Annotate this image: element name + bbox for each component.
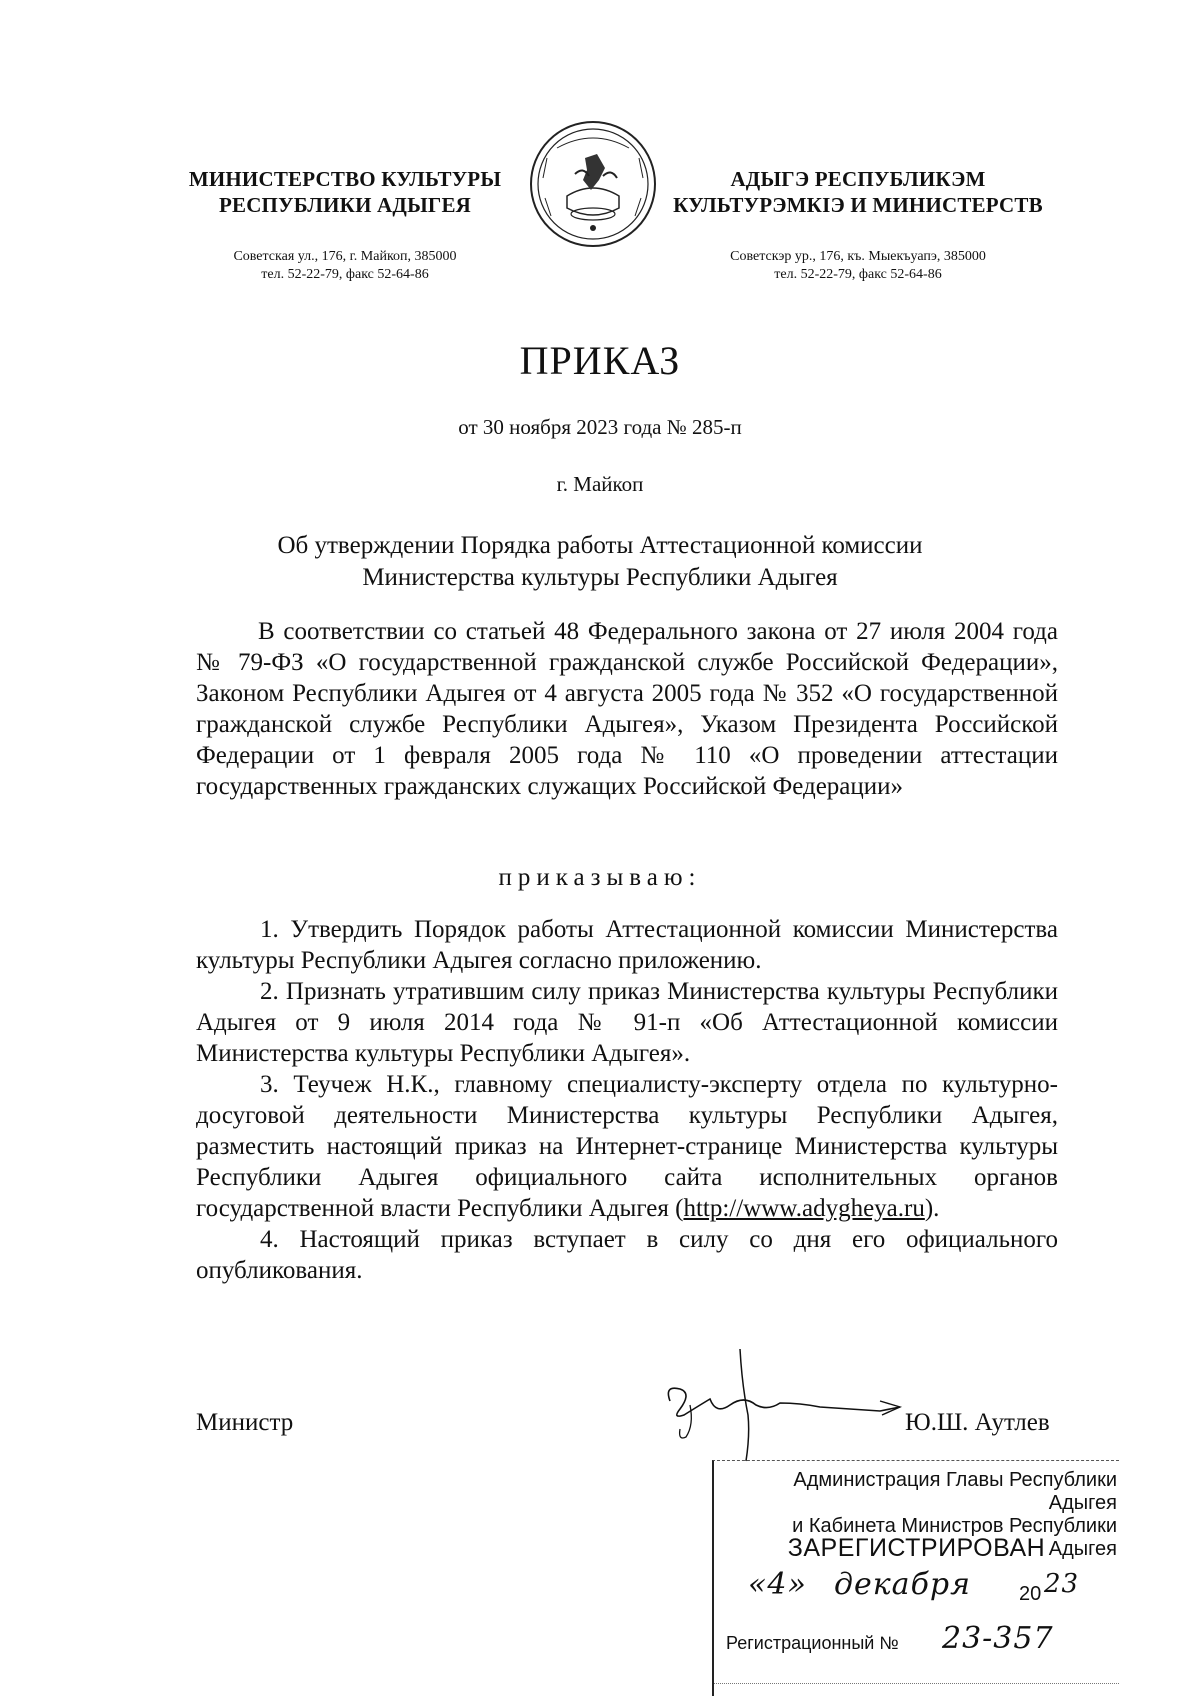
ministry-name-ady-line1: АДЫГЭ РЕСПУБЛИКЭМ (730, 167, 986, 191)
header-left (170, 166, 520, 284)
order-item-3-text: 3. Теучеж Н.К., главному специалисту-эксперту отдела по культурно-досуговой деятельности Министерства культуры Республики Адыгея, разместить настоящий приказ на Интернет-странице Министерства культуры Республики Адыгея официального сайта исполнительных органов государственной власти Республики Адыгея ( (196, 1071, 1058, 1222)
ministry-address-ru (170, 248, 520, 284)
address-ady-line1: Советскэр ур., 176, къ. Мыекъуапэ, 385000 (730, 249, 986, 264)
order-item-4: 4. Настоящий приказ вступает в силу со дня его официального опубликования. (196, 1226, 1058, 1284)
document-subject (250, 530, 950, 594)
document-dateline: от 30 ноября 2023 года № 285-п (458, 415, 742, 439)
ministry-address-ady (668, 248, 1048, 284)
document-city: г. Майкоп (556, 472, 644, 496)
order-items (196, 914, 1058, 1286)
stamp-year: 23 (1044, 1569, 1080, 1599)
subject-line1: Об утверждении Порядка работы Аттестационной комиссии (277, 532, 923, 559)
ministry-name-line1: МИНИСТЕРСТВО КУЛЬТУРЫ (188, 167, 502, 191)
ministry-name-ady-line2: КУЛЬТУРЭМКIЭ И МИНИСТЕРСТВ (673, 193, 1043, 217)
registration-stamp (712, 1460, 1119, 1696)
address-line1: Советская ул., 176, г. Майкоп, 385000 (233, 249, 457, 264)
ministry-name-ru (170, 166, 520, 218)
order-item-2: 2. Признать утратившим силу приказ Министерства культуры Республики Адыгея от 9 июля 2014 года № 91-п «Об Аттестационной комиссии Министерства культуры Республики Адыгея». (196, 978, 1058, 1067)
stamp-bottom-border (714, 1683, 1119, 1684)
ministry-name-ady (668, 166, 1048, 218)
order-item-3-end: ). (924, 1195, 940, 1222)
order-item-3 (196, 1069, 1058, 1224)
minister-title: Министр (196, 1409, 294, 1436)
minister-name: Ю.Ш. Аутлев (905, 1409, 1050, 1436)
stamp-day: «4» (748, 1567, 807, 1602)
phone-ady-line: тел. 52-22-79, факс 52-64-86 (774, 267, 942, 282)
adygea-emblem-icon (527, 118, 659, 250)
stamp-month: декабря (834, 1567, 971, 1602)
order-item-1: 1. Утвердить Порядок работы Аттестационной комиссии Министерства культуры Республики Адыгея согласно приложению. (196, 916, 1058, 974)
subject-line2: Министерства культуры Республики Адыгея (362, 564, 838, 591)
stamp-org-line2: и Кабинета Министров Республики Адыгея (792, 1515, 1117, 1560)
stamp-year-prefix: 20 (1019, 1583, 1042, 1605)
preamble-paragraph: В соответствии со статьей 48 Федерального закона от 27 июля 2004 года № 79-ФЗ «О государственной гражданской службе Российской Федерации», Законом Республики Адыгея от 4 августа 2005 года № 352 «О государственной гражданской службе Республики Адыгея», Указом Президента Российской Федерации от 1 февраля 2005 года № 110 «О проведении аттестации государственных гражданских служащих Российской Федерации» (196, 618, 1058, 800)
stamp-reg-number: 23-357 (942, 1621, 1054, 1656)
ministry-name-line2: РЕСПУБЛИКИ АДЫГЕЯ (218, 193, 472, 217)
order-word: приказываю: (498, 864, 702, 891)
phone-line: тел. 52-22-79, факс 52-64-86 (261, 267, 429, 282)
handwritten-signature (650, 1345, 910, 1465)
stamp-reg-label: Регистрационный № (726, 1633, 899, 1653)
adygheya-site-link[interactable]: http://www.adygheya.ru (683, 1195, 925, 1222)
stamp-org-line1: Администрация Главы Республики Адыгея (793, 1469, 1117, 1514)
header-right (668, 166, 1048, 284)
stamp-registered: ЗАРЕГИСТРИРОВАН (787, 1534, 1046, 1562)
document-title: ПРИКАЗ (519, 338, 681, 383)
